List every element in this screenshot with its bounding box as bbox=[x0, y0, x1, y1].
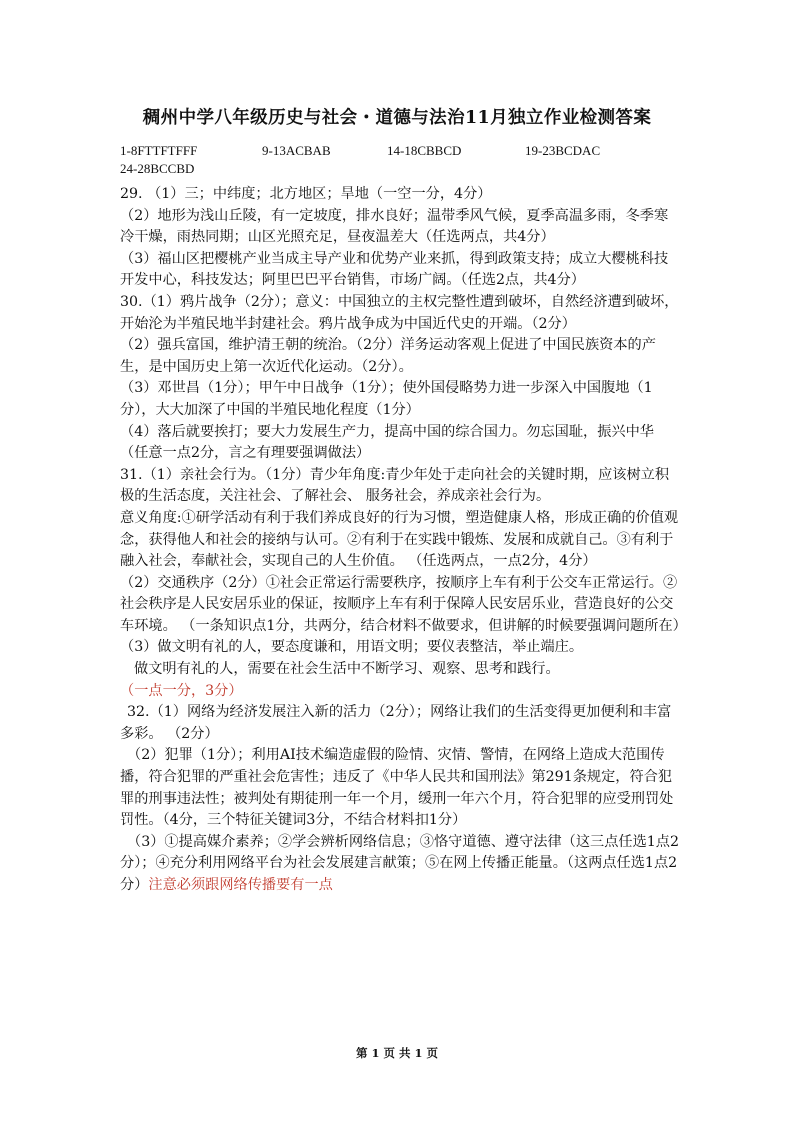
q32-part3 bbox=[120, 832, 680, 897]
page-title: 稠州中学八年级历史与社会・道德与法治11月独立作业检测答案 bbox=[142, 108, 652, 128]
answer-key-9-13: 9-13ACBAB bbox=[262, 143, 331, 158]
answer-body bbox=[120, 184, 687, 897]
answer-key-14-18: 14-18CBBCD bbox=[387, 143, 462, 158]
page-footer: 第 1 页 共 1 页 bbox=[355, 1046, 439, 1060]
q32-red-note: 注意必须跟网络传播要有一点 bbox=[148, 877, 333, 893]
q32-part1: 32.（1）网络为经济发展注入新的活力（2分）；网络让我们的生活变得更加便利和丰富多彩。 （2分） bbox=[120, 704, 672, 742]
answer-key-19-23: 19-23BCDAC bbox=[525, 143, 601, 158]
q29-part2: （2）地形为浅山丘陵，有一定坡度，排水良好；温带季风气候，夏季高温多雨，冬季寒冷干燥，雨热同期；山区光照充足，昼夜温差大（任选两点，共4分） bbox=[120, 207, 669, 246]
q30-part4: （4）落后就要挨打；要大力发展生产力，提高中国的综合国力。勿忘国耻，振兴中华（任意一点2分，言之有理要强调做法） bbox=[120, 423, 654, 462]
q32-part2: （2）犯罪（1分）；利用AI技术编造虚假的险情、灾情、警情，在网络上造成大范围传播，符合犯罪的严重社会危害性；违反了《中华人民共和国刑法》第291条规定，符合犯罪的刑事违法性；被判处有期徒刑一年一个月，缓刑一年六个月，符合犯罪的应受刑罚处罚性。（4分，三个特征关键词3分，不结合材料扣1分） bbox=[120, 747, 674, 829]
q32-part3-text: （3）①提高媒介素养；②学会辨析网络信息；③恪守道德、遵守法律（这三点任选1点2分）；④充分利用网络平台为社会发展建言献策；⑤在网上传播正能量。（这两点任选1点2分） bbox=[120, 833, 680, 893]
answer-key-24-28: 24-28BCCBD bbox=[120, 161, 195, 176]
q30-part2: （2）强兵富国，维护清王朝的统治。（2分）洋务运动客观上促进了中国民族资本的产生，是中国历史上第一次近代化运动。（2分）。 bbox=[120, 337, 656, 375]
q31-part1: 31.（1）亲社会行为。（1分）青少年角度:青少年处于走向社会的关键时期，应该树立积极的生活态度，关注社会、了解社会、 服务社会，养成亲社会行为。 bbox=[120, 466, 670, 505]
q31-scoring-note: （一点一分，3分） bbox=[120, 682, 243, 699]
q30-part3: （3）邓世昌（1分）；甲午中日战争（1分）；使外国侵略势力进一步深入中国腹地（1分），大大加深了中国的半殖民地化程度（1分） bbox=[120, 380, 653, 418]
answer-keys bbox=[120, 140, 680, 180]
q31-part3: （3）做文明有礼的人，要态度谦和，用语文明；要仪表整洁，举止端庄。 bbox=[120, 639, 584, 656]
q31-part1-meaning: 意义角度:①研学活动有利于我们养成良好的行为习惯，塑造健康人格，形成正确的价值观念，获得他人和社会的接纳与认可。②有利于在实践中锻炼、发展和成就自己。③有利于融入社会，奉献社会，实现自己的人生价值。 （任选两点，一点2分，4分） bbox=[120, 509, 679, 570]
answer-key-1-8: 1-8FTTFTFFF bbox=[120, 143, 198, 158]
q31-part2: （2）交通秩序（2分）①社会正常运行需要秩序，按顺序上车有利于公交车正常运行。②社会秩序是人民安居乐业的保证，按顺序上车有利于保障人民安居乐业，营造良好的公交车环境。 （一条知识点1分，共两分，结合材料不做要求，但讲解的时候要强调问题所在） bbox=[120, 574, 687, 634]
q31-part3-extra: 做文明有礼的人，需要在社会生活中不断学习、观察、思考和践行。 bbox=[134, 661, 560, 678]
q29-part3: （3）福山区把樱桃产业当成主导产业和优势产业来抓，得到政策支持；成立大樱桃科技开发中心，科技发达；阿里巴巴平台销售，市场广阔。（任选2点，共4分） bbox=[120, 250, 669, 289]
q30-part1: 30.（1）鸦片战争（2分）；意义：中国独立的主权完整性遭到破坏，自然经济遭到破坏，开始沦为半殖民地半封建社会。鸦片战争成为中国近代史的开端。（2分） bbox=[120, 293, 679, 332]
answer-keys-row-1 bbox=[120, 140, 680, 162]
q29-part1: 29. （1）三；中纬度；北方地区；旱地（一空一分，4分） bbox=[120, 186, 492, 202]
